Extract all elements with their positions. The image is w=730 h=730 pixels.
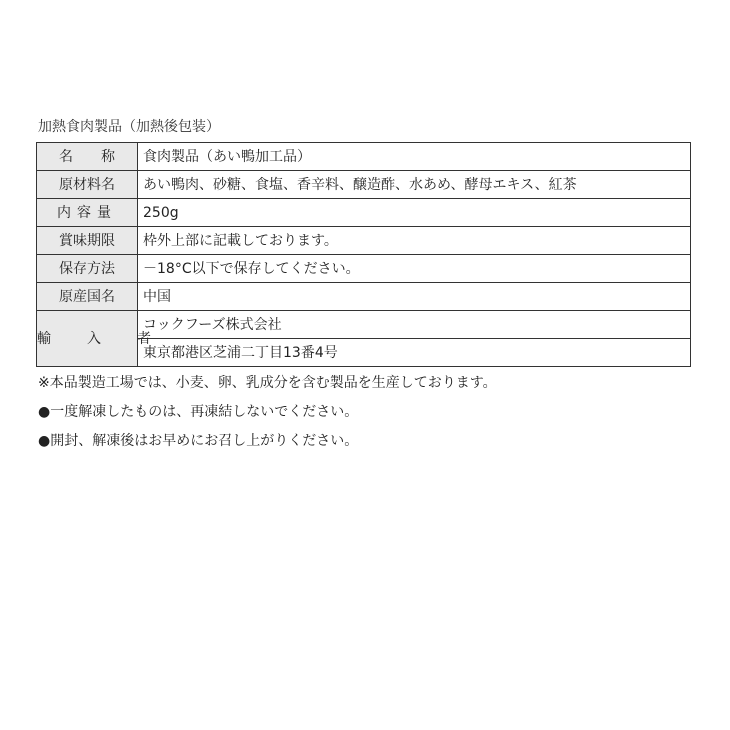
row-value-storage: －18°C以下で保存してください。	[138, 255, 691, 283]
note-allergen: ※本品製造工場では、小麦、卵、乳成分を含む製品を生産しております。	[38, 375, 497, 391]
row-key-origin: 原産国名	[37, 283, 138, 311]
table-row	[37, 283, 691, 311]
row-key-importer: 輸入者	[37, 311, 138, 367]
food-label-table	[36, 142, 691, 367]
table-row	[37, 255, 691, 283]
row-key-name: 名 称	[37, 143, 138, 171]
label-caption: 加熱食肉製品（加熱後包装）	[38, 119, 220, 135]
row-key-storage: 保存方法	[37, 255, 138, 283]
row-key-net-weight: 内容量	[37, 199, 138, 227]
table-row	[37, 199, 691, 227]
table-row	[37, 143, 691, 171]
table-row	[37, 227, 691, 255]
table-row	[37, 311, 691, 339]
note-refreeze: ●一度解凍したものは、再凍結しないでください。	[38, 404, 359, 420]
table-row	[37, 171, 691, 199]
row-value-best-before: 枠外上部に記載しております。	[138, 227, 691, 255]
row-value-importer-name: コックフーズ株式会社	[138, 311, 691, 339]
row-value-ingredients: あい鴨肉、砂糖、食塩、香辛料、醸造酢、水あめ、酵母エキス、紅茶	[138, 171, 691, 199]
row-value-name: 食肉製品（あい鴨加工品）	[138, 143, 691, 171]
notes-block	[38, 372, 497, 459]
row-key-best-before: 賞味期限	[37, 227, 138, 255]
row-value-importer-address: 東京都港区芝浦二丁目13番4号	[138, 339, 691, 367]
row-key-ingredients: 原材料名	[37, 171, 138, 199]
row-value-net-weight: 250g	[138, 199, 691, 227]
note-consume: ●開封、解凍後はお早めにお召し上がりください。	[38, 433, 359, 449]
row-value-origin: 中国	[138, 283, 691, 311]
